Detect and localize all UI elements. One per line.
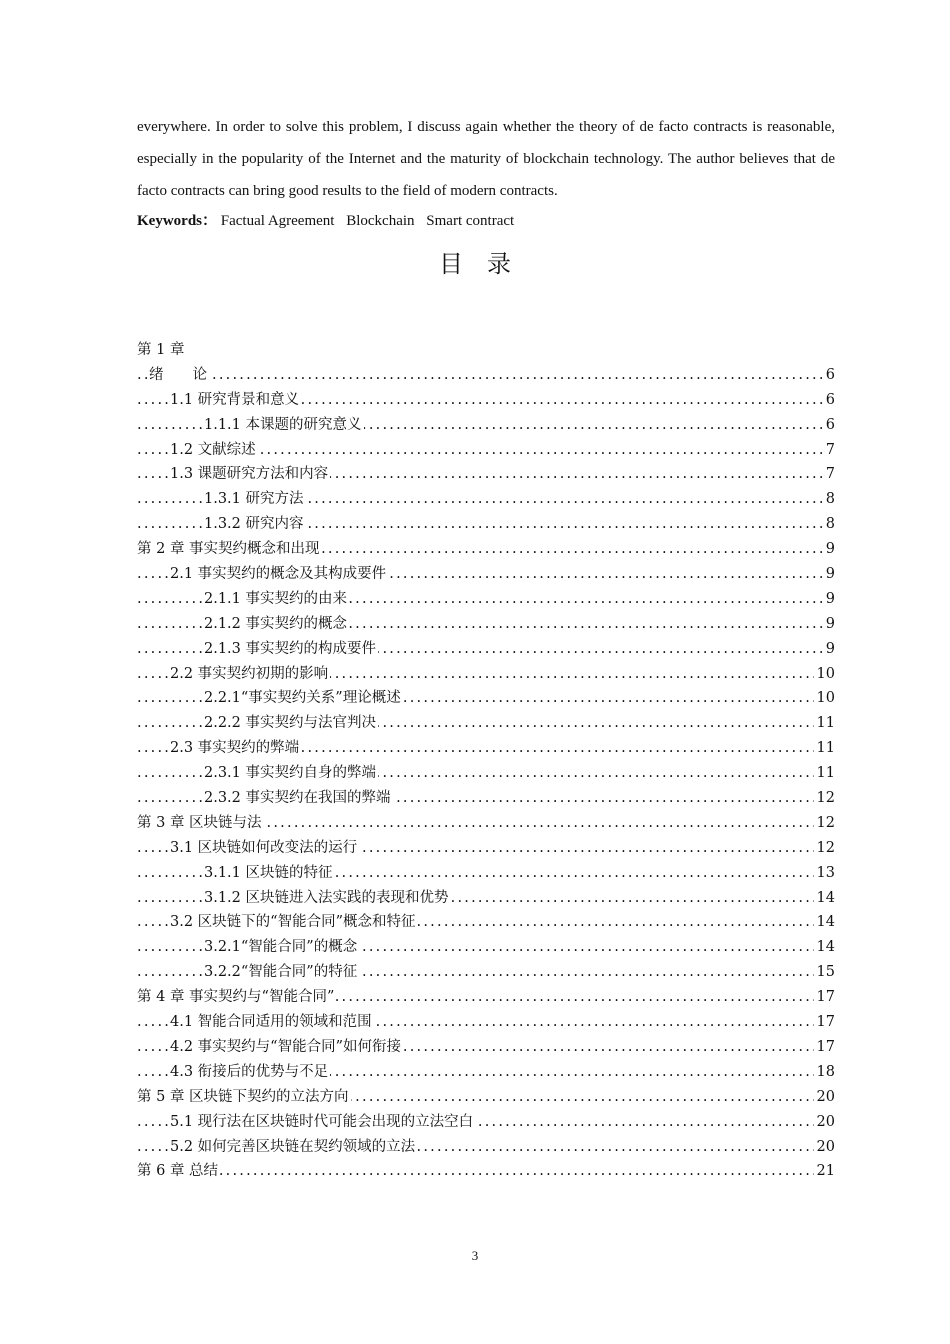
toc-entry-text: 2.1.1 事实契约的由来 [204, 590, 348, 607]
toc-entry-text: 第 6 章 总结 [137, 1163, 219, 1180]
keywords-label: Keywords： [137, 213, 217, 229]
toc-entry-page: 11 [814, 761, 835, 786]
toc-entry[interactable] [137, 711, 835, 736]
toc-entry[interactable] [137, 388, 835, 413]
toc-entry-page: 11 [814, 711, 835, 736]
toc-entry-text: 3.2.1“智能合同”的概念 [204, 939, 358, 956]
toc-entry[interactable] [137, 612, 835, 637]
toc-entry-text: 1.3 课题研究方法和内容 [170, 466, 329, 483]
toc-entry-page: 17 [814, 1010, 835, 1035]
toc-entry[interactable] [137, 1110, 835, 1135]
toc-entry-text: 第 4 章 事实契约与“智能合同” [137, 989, 335, 1006]
toc-entry[interactable] [137, 836, 835, 861]
toc-entry-text: 1.1.1 本课题的研究意义 [204, 416, 362, 433]
toc-entry-page: 15 [814, 960, 835, 985]
toc-entry[interactable] [137, 910, 835, 935]
toc-entry-page: 10 [814, 662, 835, 687]
toc-entry[interactable] [137, 1085, 835, 1110]
toc-entry-page: 20 [814, 1110, 835, 1135]
page-number: 3 [471, 1248, 479, 1263]
toc-entry-text: 2.1.3 事实契约的构成要件 [204, 640, 377, 657]
toc-entry-page: 8 [823, 487, 835, 512]
toc-entry-text: 4.2 事实契约与“智能合同”如何衔接 [170, 1038, 401, 1055]
toc-entry[interactable] [137, 861, 835, 886]
toc-entry-page: 18 [814, 1060, 835, 1085]
toc-entry-text: 1.3.2 研究内容 [204, 516, 304, 533]
toc-entry-page: 10 [814, 686, 835, 711]
toc-entry-text: 1.3.1 研究方法 [204, 491, 304, 508]
toc-entry[interactable] [137, 1035, 835, 1060]
toc-entry[interactable] [137, 686, 835, 711]
toc-entry-page: 14 [814, 886, 835, 911]
abstract-paragraph: everywhere. In order to solve this problem, I discuss again whether the theory of de facto contracts is reasonable, especially in the popularity of the Internet and the maturity of blockchain technology. The author believes that de facto contracts can bring good results to the field of modern contracts. [137, 119, 835, 199]
toc-entry-page: 13 [814, 861, 835, 886]
toc-entry-page: 11 [814, 736, 835, 761]
toc-entry[interactable] [137, 786, 835, 811]
toc-entry-page: 12 [814, 836, 835, 861]
table-of-contents [137, 338, 835, 1184]
toc-entry-text: 第 3 章 区块链与法 [137, 814, 262, 831]
toc-entry-text: 绪 论 [149, 366, 207, 383]
toc-entry-page: 7 [823, 438, 835, 463]
toc-entry-page: 7 [823, 462, 835, 487]
toc-entry[interactable] [137, 811, 835, 836]
toc-entry-text: 4.3 衔接后的优势与不足 [170, 1063, 329, 1080]
toc-entry-page: 14 [814, 935, 835, 960]
toc-entry-text: 第 1 章 [137, 342, 185, 358]
toc-entry-text: 1.1 研究背景和意义 [170, 391, 300, 408]
toc-entry-text: 2.2 事实契约初期的影响 [170, 665, 329, 682]
toc-entry[interactable] [137, 562, 835, 587]
toc-entry-text: 3.1.2 区块链进入法实践的表现和优势 [204, 889, 449, 906]
toc-entry-page: 12 [814, 786, 835, 811]
toc-entry-text: 第 2 章 事实契约概念和出现 [137, 541, 320, 558]
toc-entry-text: 2.3 事实契约的弊端 [170, 740, 300, 757]
toc-entry-text: 4.1 智能合同适用的领域和范围 [170, 1014, 372, 1031]
toc-entry-text: 2.1 事实契约的概念及其构成要件 [170, 566, 387, 583]
toc-entry-page: 20 [814, 1085, 835, 1110]
toc-entry-page: 17 [814, 1035, 835, 1060]
toc-entry[interactable] [137, 960, 835, 985]
toc-entry-page: 14 [814, 910, 835, 935]
toc-entry-text: 3.2.2“智能合同”的特征 [204, 964, 358, 981]
toc-entry[interactable] [137, 338, 835, 363]
toc-entry-text: 2.3.1 事实契约自身的弊端 [204, 765, 377, 782]
toc-entry-page: 8 [823, 512, 835, 537]
toc-entry-text: 3.1 区块链如何改变法的运行 [170, 839, 358, 856]
toc-entry-text: 5.1 现行法在区块链时代可能会出现的立法空白 [170, 1113, 474, 1130]
toc-entry[interactable] [137, 438, 835, 463]
toc-entry-text: 3.2 区块链下的“智能合同”概念和特征 [170, 914, 416, 931]
toc-entry[interactable] [137, 363, 835, 388]
toc-entry-page: 20 [814, 1135, 835, 1160]
toc-entry-page: 9 [823, 612, 835, 637]
toc-entry[interactable] [137, 537, 835, 562]
toc-entry-page: 12 [814, 811, 835, 836]
toc-entry[interactable] [137, 462, 835, 487]
toc-entry-page: 9 [823, 587, 835, 612]
keyword-item: Blockchain [346, 213, 415, 229]
toc-entry-text: 2.2.1“事实契约关系”理论概述 [204, 690, 401, 707]
toc-entry[interactable] [137, 985, 835, 1010]
toc-entry-page: 17 [814, 985, 835, 1010]
toc-entry-text: 5.2 如何完善区块链在契约领域的立法 [170, 1138, 416, 1155]
toc-entry-page: 6 [823, 388, 835, 413]
toc-entry-page: 6 [823, 413, 835, 438]
toc-entry-text: 2.1.2 事实契约的概念 [204, 615, 348, 632]
toc-entry[interactable] [137, 413, 835, 438]
toc-entry[interactable] [137, 1060, 835, 1085]
toc-entry[interactable] [137, 512, 835, 537]
toc-entry[interactable] [137, 761, 835, 786]
keyword-item: Smart contract [426, 213, 515, 229]
toc-entry-text: 2.3.2 事实契约在我国的弊端 [204, 790, 391, 807]
toc-entry[interactable] [137, 637, 835, 662]
toc-entry-text: 第 5 章 区块链下契约的立法方向 [137, 1088, 349, 1105]
toc-title: 目录 [439, 250, 535, 278]
keyword-item: Factual Agreement [220, 213, 335, 229]
toc-entry-page: 6 [823, 363, 835, 388]
toc-entry[interactable] [137, 886, 835, 911]
toc-entry-text: 3.1.1 区块链的特征 [204, 864, 333, 881]
toc-entry[interactable] [137, 1159, 835, 1184]
keywords-line [137, 206, 522, 236]
toc-entry-text: 1.2 文献综述 [170, 441, 256, 458]
toc-entry[interactable] [137, 736, 835, 761]
toc-entry-page: 9 [823, 537, 835, 562]
toc-entry[interactable] [137, 662, 835, 687]
toc-entry[interactable] [137, 1010, 835, 1035]
toc-entry[interactable] [137, 487, 835, 512]
toc-entry[interactable] [137, 1135, 835, 1160]
toc-entry-page: 9 [823, 562, 835, 587]
toc-entry-page: 21 [814, 1159, 835, 1184]
toc-entry[interactable] [137, 935, 835, 960]
toc-entry-page: 9 [823, 637, 835, 662]
toc-entry[interactable] [137, 587, 835, 612]
toc-entry-text: 2.2.2 事实契约与法官判决 [204, 715, 377, 732]
